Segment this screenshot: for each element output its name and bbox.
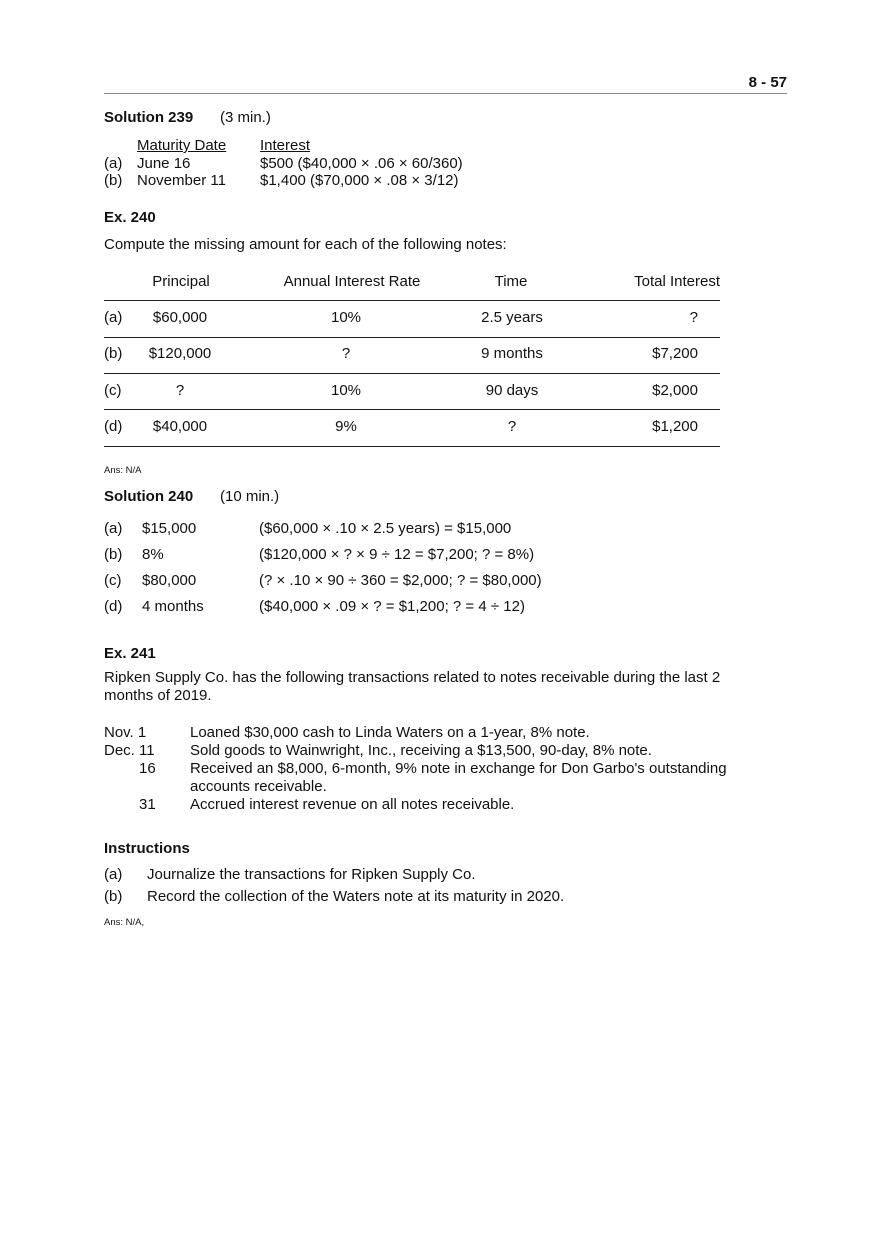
header-time: Time [494,273,528,290]
cell-principal: $120,000 [148,345,212,362]
cell-principal: $60,000 [152,309,208,326]
page-number: 8 - 57 [748,74,787,91]
cell-interest: $2,000 [652,382,698,399]
ex-241-title: Ex. 241 [104,645,156,662]
solution-240-time: (10 min.) [220,488,280,505]
answer: 8% [142,546,164,563]
cell-interest: $1,200 [652,418,698,435]
header-total-interest: Total Interest [634,273,720,290]
answer: 4 months [142,598,204,615]
ex-241-intro: Ripken Supply Co. has the following transactions related to notes receivable during the last 2 [104,669,721,686]
ex-241-answer: Ans: N/A, [104,917,145,928]
cell-principal: $40,000 [152,418,208,435]
instruction-text: Record the collection of the Waters note at its maturity in 2020. [147,888,565,905]
row-label: (d) [104,598,123,615]
transaction-text: Accrued interest revenue on all notes receivable. [190,796,515,813]
transaction-text: Sold goods to Wainwright, Inc., receiving a $13,500, 90-day, 8% note. [190,742,652,759]
transaction-text-cont: accounts receivable. [190,778,327,795]
transaction-text: Received an $8,000, 6-month, 9% note in exchange for Don Garbo's outstanding [190,760,727,777]
cell-label: (b) [104,345,123,362]
instruction-text: Journalize the transactions for Ripken Supply Co. [147,866,476,883]
maturity-date: June 16 [137,155,191,172]
cell-label: (c) [104,382,122,399]
row-label: (a) [104,520,123,537]
cell-rate: 10% [330,309,362,326]
cell-interest: ? [689,309,698,326]
col-maturity-date: Maturity Date [137,137,227,154]
transaction-date: Dec. 11 [104,742,155,759]
calculation: ($60,000 × .10 × 2.5 years) = $15,000 [259,520,512,537]
cell-label: (d) [104,418,123,435]
ex-240-prompt: Compute the missing amount for each of the following notes: [104,236,507,253]
cell-interest: $7,200 [652,345,698,362]
row-label: (b) [104,546,123,563]
cell-time: 90 days [485,382,539,399]
cell-rate: 9% [335,418,357,435]
col-interest: Interest [260,137,311,154]
instructions-title: Instructions [104,840,190,857]
cell-time: ? [507,418,517,435]
calculation: ($40,000 × .09 × ? = $1,200; ? = 4 ÷ 12) [259,598,525,615]
instruction-label: (a) [104,866,123,883]
row-label: (c) [104,572,122,589]
interest: $500 ($40,000 × .06 × 60/360) [260,155,463,172]
row-label: (a) [104,155,123,172]
transaction-date: 31 [139,796,156,813]
cell-time: 9 months [481,345,543,362]
ex-241-intro-cont: months of 2019. [104,687,212,704]
header-rate: Annual Interest Rate [283,273,421,290]
interest: $1,400 ($70,000 × .08 × 3/12) [260,172,459,189]
ex-240-title: Ex. 240 [104,209,156,226]
solution-239-time: (3 min.) [220,109,271,126]
cell-principal: ? [175,382,185,399]
cell-time: 2.5 years [481,309,543,326]
answer: $15,000 [142,520,197,537]
header-rule [104,93,787,94]
ex-240-answer: Ans: N/A [104,465,142,476]
answer: $80,000 [142,572,197,589]
cell-rate: 10% [330,382,362,399]
solution-239-title: Solution 239 [104,109,194,126]
row-label: (b) [104,172,123,189]
instruction-label: (b) [104,888,123,905]
solution-240-title: Solution 240 [104,488,194,505]
header-principal: Principal [152,273,210,290]
cell-label: (a) [104,309,123,326]
transaction-date: Nov. 1 [104,724,147,741]
transaction-text: Loaned $30,000 cash to Linda Waters on a 1-year, 8% note. [190,724,590,741]
calculation: (? × .10 × 90 ÷ 360 = $2,000; ? = $80,000) [259,572,542,589]
maturity-date: November 11 [137,172,226,189]
transaction-date: 16 [139,760,156,777]
calculation: ($120,000 × ? × 9 ÷ 12 = $7,200; ? = 8%) [259,546,535,563]
cell-rate: ? [341,345,351,362]
